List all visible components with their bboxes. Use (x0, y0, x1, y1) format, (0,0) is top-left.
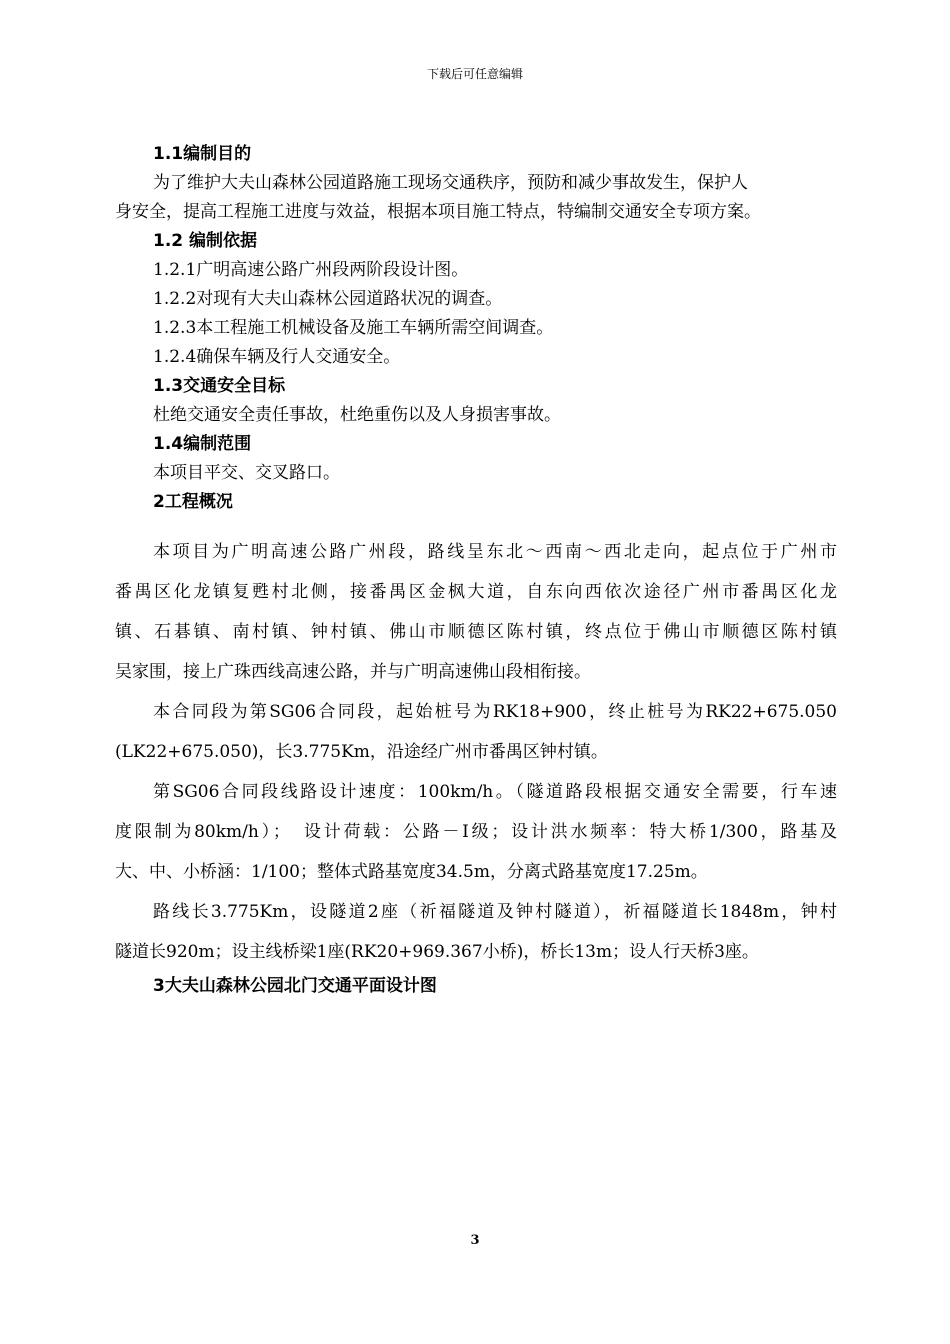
basis-item: 1.2.3本工程施工机械设备及施工车辆所需空间调查。 (153, 318, 554, 338)
overview-paragraph-line: 吴家围，接上广珠西线高速公路，并与广明高速佛山段相衔接。 (115, 662, 591, 682)
section-1-1-title: 1.1编制目的 (153, 144, 252, 164)
spacer (115, 517, 837, 532)
overview-paragraph-line: 镇、石碁镇、南村镇、钟村镇、佛山市顺德区陈村镇，终点位于佛山市顺德区陈村镇 (115, 622, 837, 642)
basis-item: 1.2.1广明高速公路广州段两阶段设计图。 (153, 260, 469, 280)
section-1-3-text: 杜绝交通安全责任事故，杜绝重伤以及人身损害事故。 (153, 405, 561, 425)
section-1-2-title: 1.2 编制依据 (153, 231, 258, 251)
design-paragraph-line: 度限制为80km/h）； 设计荷载：公路－Ⅰ级；设计洪水频率：特大桥1/300，路基及 (115, 822, 837, 842)
design-paragraph-line: 第SG06合同段线路设计速度：100km/h。（隧道路段根据交通安全需要，行车速 (153, 782, 837, 802)
section-1-4-title: 1.4编制范围 (153, 434, 252, 454)
design-paragraph-line: 大、中、小桥涵：1/100；整体式路基宽度34.5m，分离式路基宽度17.25m。 (115, 862, 708, 882)
route-paragraph-line: 路线长3.775Km，设隧道2座（祈福隧道及钟村隧道），祈福隧道长1848m，钟村 (153, 902, 837, 922)
contract-paragraph-line: (LK22+675.050)，长3.775Km，沿途经广州市番禺区钟村镇。 (115, 742, 608, 762)
header-note: 下载后可任意编辑 (426, 67, 523, 81)
section-1-1-paragraph-line: 为了维护大夫山森林公园道路施工现场交通秩序，预防和减少事故发生，保护人 (153, 173, 748, 193)
document-body (115, 140, 837, 1001)
basis-item: 1.2.2对现有大夫山森林公园道路状况的调查。 (153, 289, 503, 309)
contract-paragraph-line: 本合同段为第SG06合同段，起始桩号为RK18+900，终止桩号为RK22+675.050 (153, 702, 837, 722)
section-2-title: 2工程概况 (153, 492, 233, 512)
page-number: 3 (470, 1233, 480, 1248)
route-paragraph-line: 隧道长920m；设主线桥梁1座(RK20+969.367小桥)，桥长13m；设人行天桥3座。 (115, 942, 759, 962)
section-1-4-text: 本项目平交、交叉路口。 (153, 463, 340, 483)
overview-paragraph-line: 本项目为广明高速公路广州段，路线呈东北～西南～西北走向，起点位于广州市 (153, 542, 837, 562)
overview-paragraph-line: 番禺区化龙镇复甦村北侧，接番禺区金枫大道，自东向西依次途径广州市番禺区化龙 (115, 582, 837, 602)
basis-item: 1.2.4确保车辆及行人交通安全。 (153, 347, 401, 367)
section-3-title: 3大夫山森林公园北门交通平面设计图 (153, 976, 437, 996)
section-1-3-title: 1.3交通安全目标 (153, 376, 286, 396)
section-1-1-paragraph-line: 身安全，提高工程施工进度与效益，根据本项目施工特点，特编制交通安全专项方案。 (115, 202, 761, 222)
